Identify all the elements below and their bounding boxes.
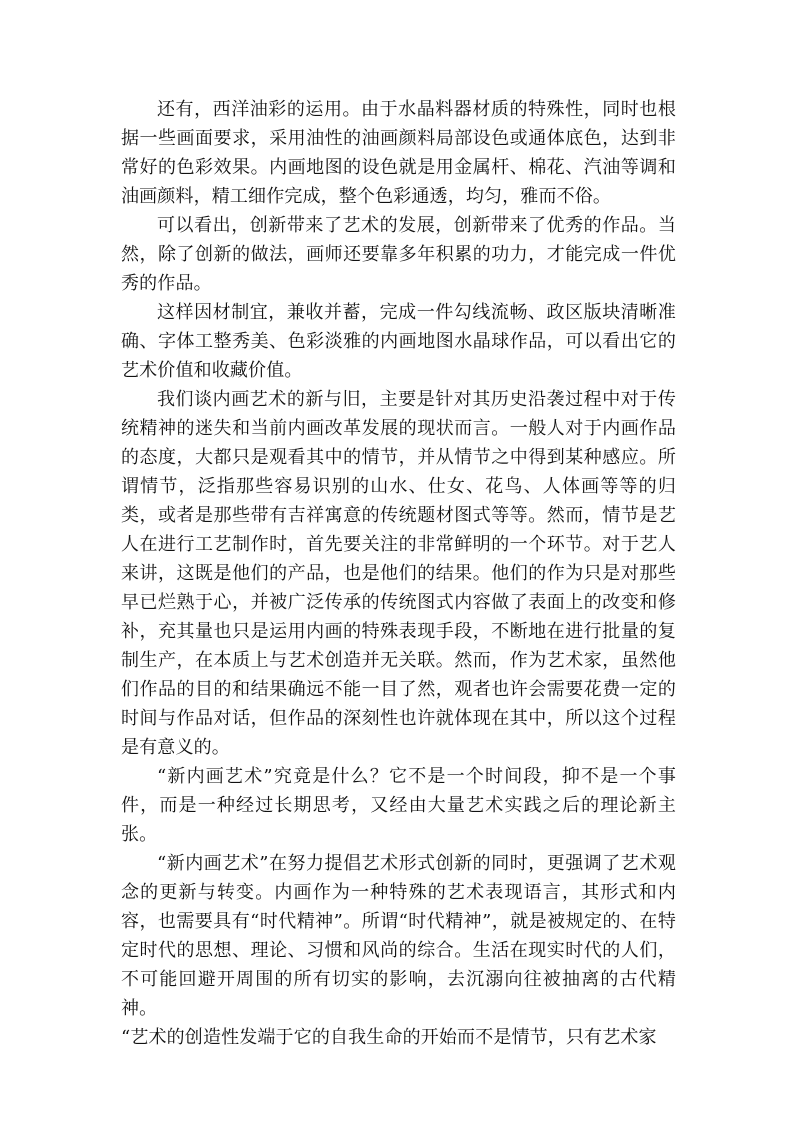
paragraph-spirit-of-times: “新内画艺术”在努力提倡艺术形式创新的同时，更强调了艺术观念的更新与转变。内画作为一种特殊的艺术表现语言，其形式和内容，也需要具有“时代精神”。所谓“时代精神”，就是被规定的、在特定时代的思想、理论、习惯和风尚的综合。生活在现实时代的人们，不可能回避开周围的所有切实的影响，去沉溺向往被抽离的古代精神。 [121, 853, 676, 1019]
paragraph-artistic-value: 这样因材制宜，兼收并蓄，完成一件勾线流畅、政区版块清晰准确、字体工整秀美、色彩淡雅的内画地图水晶球作品，可以看出它的艺术价值和收藏价值。 [121, 302, 676, 381]
paragraph-innovation: 可以看出，创新带来了艺术的发展，创新带来了优秀的作品。当然，除了创新的做法，画师还要靠多年积累的功力，才能完成一件优秀的作品。 [121, 215, 676, 294]
paragraph-creativity-quote: “艺术的创造性发端于它的自我生命的开始而不是情节，只有艺术家 [121, 1027, 657, 1048]
paragraph-western-oil-paint: 还有，西洋油彩的运用。由于水晶料器材质的特殊性，同时也根据一些画面要求，采用油性的油画颜料局部设色或通体底色，达到非常好的色彩效果。内画地图的设色就是用金属杆、棉花、汽油等调和油画颜料，精工细作完成，整个色彩通透，均匀，雅而不俗。 [121, 99, 676, 207]
document-page [121, 95, 676, 1052]
paragraph-what-is-new-art: “新内画艺术”究竟是什么？它不是一个时间段，抑不是一个事件，而是一种经过长期思考，又经由大量艺术实践之后的理论新主张。 [121, 766, 676, 845]
paragraph-old-and-new: 我们谈内画艺术的新与旧，主要是针对其历史沿袭过程中对于传统精神的迷失和当前内画改革发展的现状而言。一般人对于内画作品的态度，大都只是观看其中的情节，并从情节之中得到某种感应。所谓情节，泛指那些容易识别的山水、仕女、花鸟、人体画等等的归类，或者是那些带有吉祥寓意的传统题材图式等等。然而，情节是艺人在进行工艺制作时，首先要关注的非常鲜明的一个环节。对于艺人来讲，这既是他们的产品，也是他们的结果。他们的作为只是对那些早已烂熟于心，并被广泛传承的传统图式内容做了表面上的改变和修补，充其量也只是运用内画的特殊表现手段，不断地在进行批量的复制生产，在本质上与艺术创造并无关联。然而，作为艺术家，虽然他们作品的目的和结果确远不能一目了然，观者也许会需要花费一定的时间与作品对话，但作品的深刻性也许就体现在其中，所以这个过程是有意义的。 [121, 389, 676, 758]
